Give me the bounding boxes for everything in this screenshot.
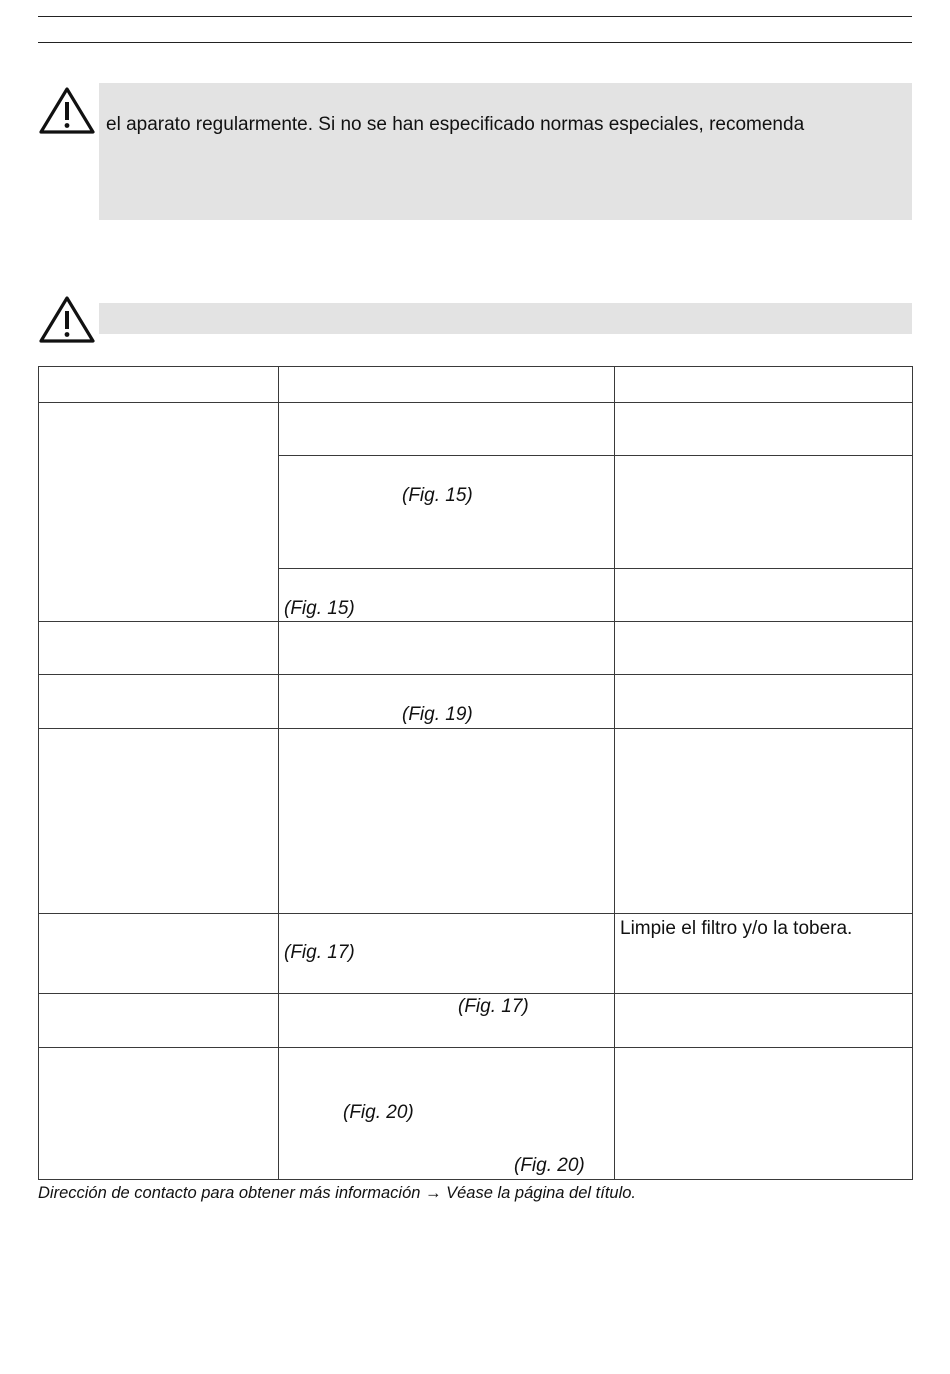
remedy-cell <box>615 622 913 675</box>
header-rule <box>38 42 912 43</box>
fault-cell <box>39 675 279 729</box>
cause-cell <box>279 994 615 1048</box>
table-row <box>39 622 913 675</box>
header-cell-remedy <box>615 367 913 403</box>
table-header-row <box>39 367 913 403</box>
header-cell-cause <box>279 367 615 403</box>
cause-cell <box>279 1048 615 1180</box>
table-row <box>39 1048 913 1180</box>
fault-cell <box>39 994 279 1048</box>
cause-cell <box>279 729 615 914</box>
remedy-cell <box>615 1048 913 1180</box>
table-row <box>39 675 913 729</box>
remedy-cell <box>615 675 913 729</box>
top-rule <box>38 16 912 17</box>
figure-reference: (Fig. 17) <box>458 996 529 1017</box>
warning-header-bar <box>99 303 912 334</box>
figure-reference: (Fig. 15) <box>402 485 473 506</box>
fault-cell <box>39 622 279 675</box>
header-cell-fault <box>39 367 279 403</box>
warning-icon <box>38 86 96 136</box>
figure-reference: (Fig. 17) <box>284 942 355 963</box>
fault-cell <box>39 914 279 994</box>
figure-reference: (Fig. 20) <box>514 1155 585 1176</box>
table-row <box>39 994 913 1048</box>
remedy-cell <box>615 914 913 994</box>
fault-cell <box>39 1048 279 1180</box>
fault-cell <box>39 403 279 622</box>
warning-notice-box <box>99 83 912 220</box>
table-row <box>39 729 913 914</box>
table-row <box>39 403 913 456</box>
cause-cell <box>279 675 615 729</box>
cause-cell <box>279 569 615 622</box>
cause-cell <box>279 622 615 675</box>
figure-reference: (Fig. 19) <box>402 704 473 725</box>
remedy-cell <box>615 994 913 1048</box>
remedy-cell <box>615 729 913 914</box>
warning-notice-text: el aparato regularmente. Si no se han especificado normas especiales, recomenda <box>106 114 805 135</box>
warning-icon <box>38 295 96 345</box>
troubleshooting-table <box>38 366 913 1180</box>
fault-cell <box>39 729 279 914</box>
figure-reference: (Fig. 15) <box>284 598 355 619</box>
remedy-cell <box>615 403 913 456</box>
remedy-text: Limpie el filtro y/o la tobera. <box>620 918 853 939</box>
remedy-cell <box>615 456 913 569</box>
remedy-cell <box>615 569 913 622</box>
cause-cell <box>279 914 615 994</box>
cause-cell <box>279 403 615 456</box>
table-row <box>39 914 913 994</box>
cause-cell <box>279 456 615 569</box>
contact-footer: Dirección de contacto para obtener más información → Véase la página del título. <box>38 1184 637 1202</box>
figure-reference: (Fig. 20) <box>343 1102 414 1123</box>
